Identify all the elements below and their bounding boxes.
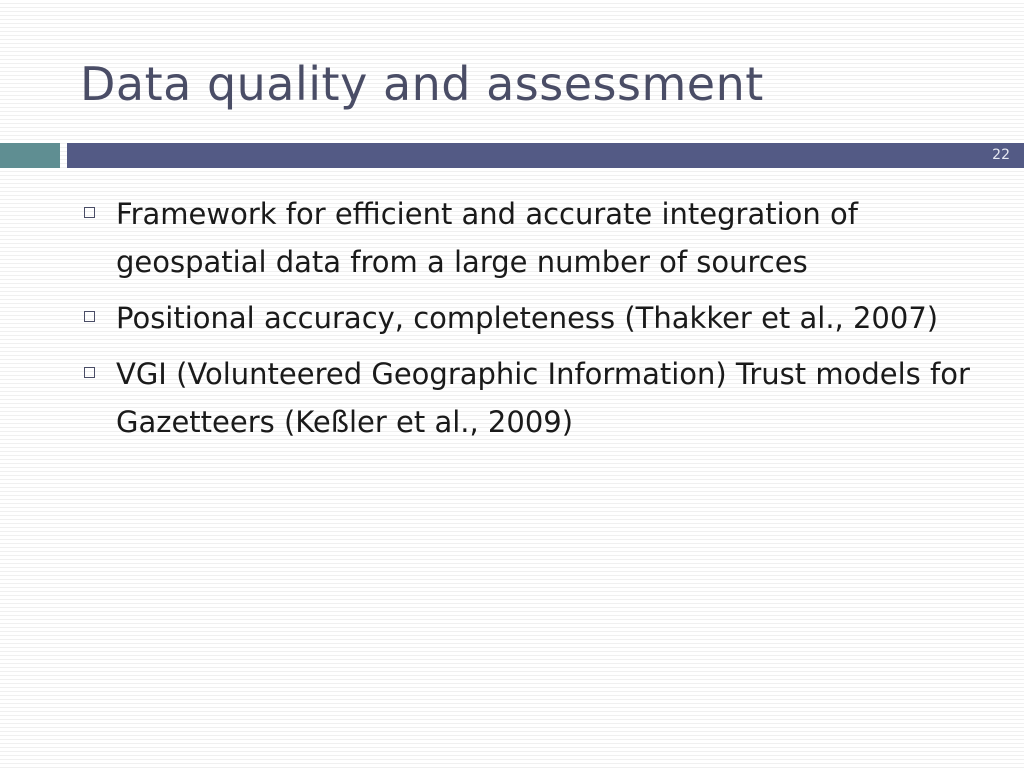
header-band [67,143,1024,168]
bullet-item-2 [80,294,980,342]
bullet-text: VGI (Volunteered Geographic Information) Trust models for Gazetteers (Keßler et al., 2009) [116,357,970,439]
bullet-list [80,190,980,454]
bullet-text: Framework for efficient and accurate integration of geospatial data from a large number of sources [116,197,858,279]
bullet-item-3 [80,350,980,446]
slide-title: Data quality and assessment [80,57,764,111]
bullet-text: Positional accuracy, completeness (Thakker et al., 2007) [116,301,939,335]
bullet-item-1 [80,190,980,286]
square-bullet-icon [84,367,95,378]
square-bullet-icon [84,311,95,322]
slide-number: 22 [992,147,1010,163]
header-band-accent [0,143,60,168]
square-bullet-icon [84,207,95,218]
